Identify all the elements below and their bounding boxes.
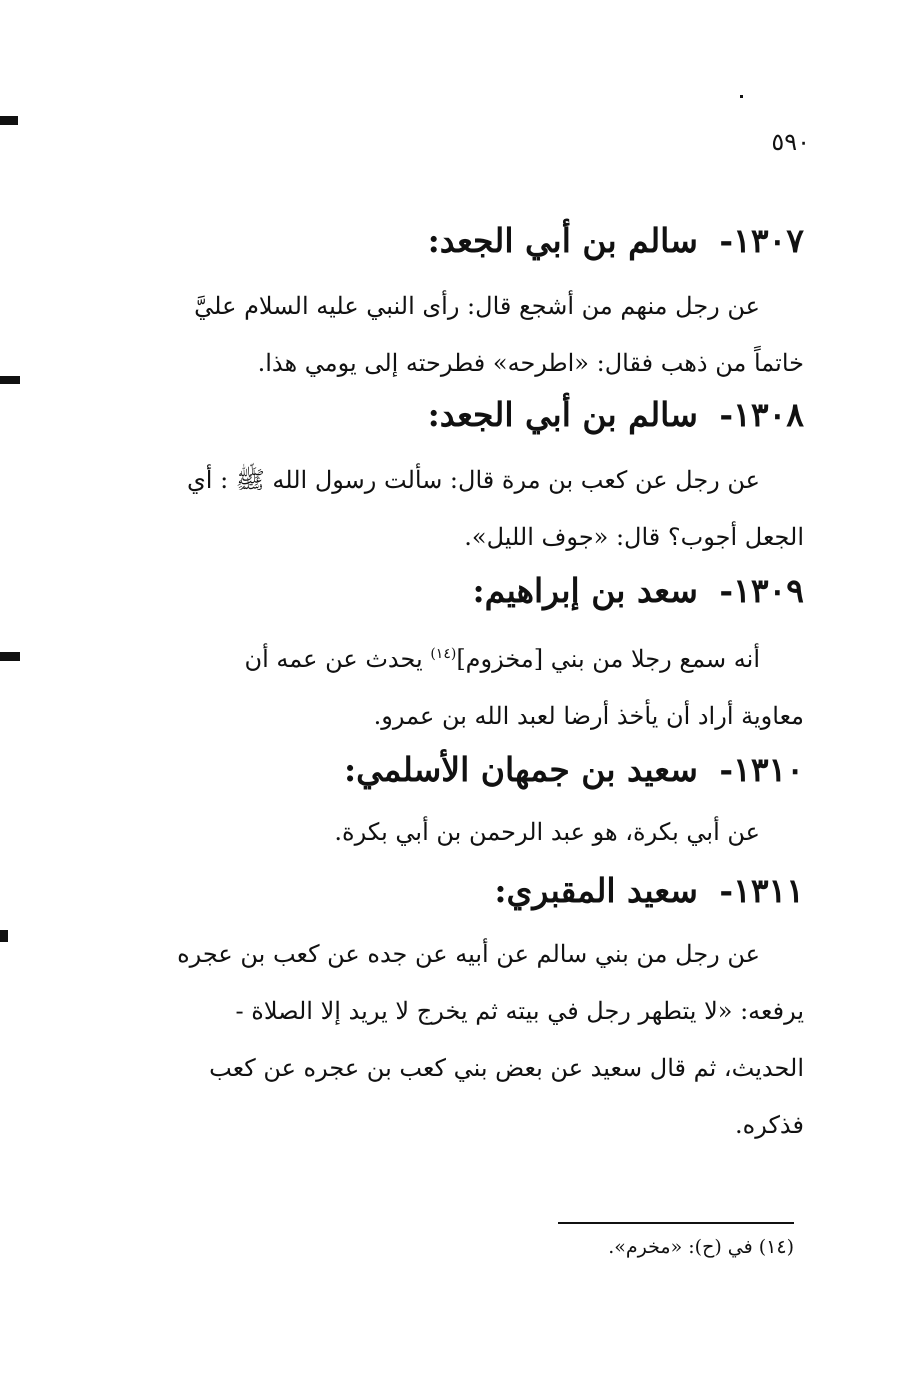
entry-number: ١٣٠٨-	[719, 395, 804, 434]
text-line: عن رجل منهم من أشجع قال: رأى النبي عليه السلام عليَّ	[194, 292, 760, 320]
text-segment: أنه سمع رجلا من بني [مخزوم]	[456, 645, 760, 673]
scan-mark	[0, 376, 20, 384]
entry-heading	[104, 566, 804, 616]
text-line: الجعل أجوب؟ قال: «جوف الليل».	[464, 523, 804, 551]
entry-text	[139, 278, 804, 392]
entry-title: سالم بن أبي الجعد:	[427, 221, 698, 260]
entry-text	[139, 926, 804, 1154]
page-number: ٥٩٠	[771, 128, 810, 156]
text-line	[139, 626, 804, 688]
footnote-divider	[558, 1222, 794, 1224]
text-line: عن أبي بكرة، هو عبد الرحمن بن أبي بكرة.	[334, 818, 760, 846]
scan-mark	[0, 930, 8, 942]
scan-mark	[0, 116, 18, 125]
text-line: يرفعه: «لا يتطهر رجل في بيته ثم يخرج لا يريد إلا الصلاة -	[235, 997, 804, 1025]
text-line: عن رجل من بني سالم عن أبيه عن جده عن كعب بن عجره	[177, 940, 760, 968]
footnote-ref: (١٤)	[430, 646, 457, 662]
entry-heading	[104, 745, 804, 795]
text-line: الحديث، ثم قال سعيد عن بعض بني كعب بن عجره عن كعب	[209, 1054, 804, 1082]
entry-number: ١٣٠٧-	[719, 221, 804, 260]
text-line: خاتماً من ذهب فقال: «اطرحه» فطرحته إلى يومي هذا.	[257, 349, 804, 377]
footnote: (١٤) في (ح): «مخرم».	[608, 1236, 794, 1258]
text-line: عن رجل عن كعب بن مرة قال: سألت رسول الله ﷺ : أي	[187, 466, 760, 494]
entry-title: سعيد المقبري:	[494, 871, 698, 910]
entry-text	[139, 452, 804, 566]
entry-number: ١٣١٠-	[719, 750, 804, 789]
entry-title: سعد بن إبراهيم:	[472, 571, 698, 610]
entry-text	[139, 626, 804, 745]
entry-heading	[104, 216, 804, 266]
entry-heading	[104, 866, 804, 916]
entry-title: سعيد بن جمهان الأسلمي:	[343, 750, 698, 789]
entry-text	[139, 804, 804, 861]
entry-heading	[104, 390, 804, 440]
entry-number: ١٣١١-	[719, 871, 804, 910]
scan-mark	[0, 652, 20, 661]
text-segment: يحدث عن عمه أن	[244, 645, 423, 673]
entry-title: سالم بن أبي الجعد:	[427, 395, 698, 434]
text-line: معاوية أراد أن يأخذ أرضا لعبد الله بن عمرو.	[373, 702, 804, 730]
entry-number: ١٣٠٩-	[719, 571, 804, 610]
text-line: فذكره.	[735, 1111, 804, 1139]
scan-mark	[740, 95, 743, 98]
